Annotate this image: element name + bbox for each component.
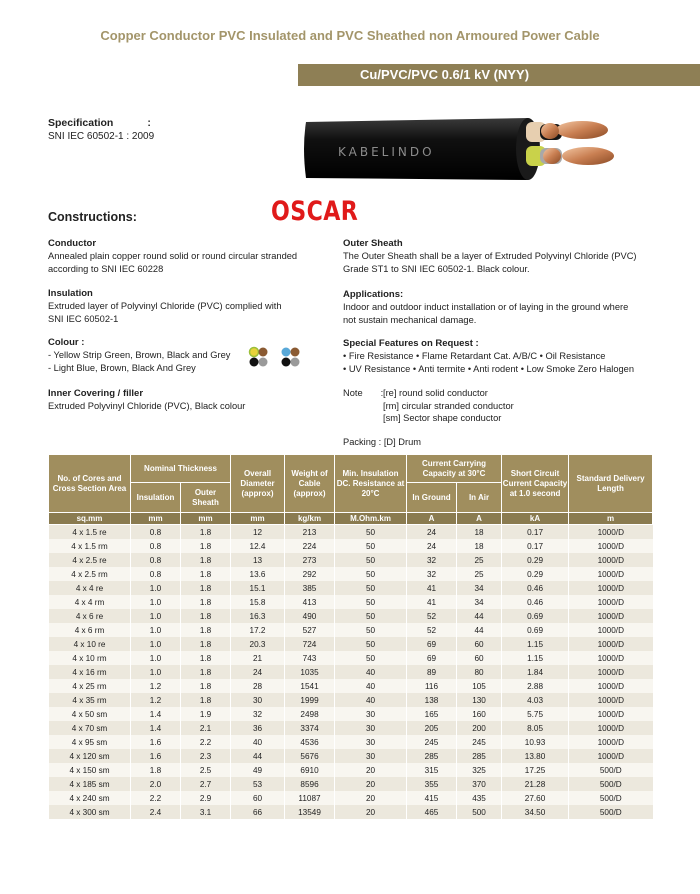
- table-cell: 5.75: [502, 707, 569, 721]
- table-cell: 355: [407, 777, 457, 791]
- table-row: [49, 749, 653, 763]
- header-insulation: Insulation: [131, 483, 181, 513]
- table-cell: 2.88: [502, 679, 569, 693]
- table-cell: 1.8: [181, 651, 231, 665]
- table-row: [49, 679, 653, 693]
- table-cell: 50: [335, 651, 407, 665]
- table-cell: 285: [407, 749, 457, 763]
- table-cell: 0.8: [131, 539, 181, 553]
- unit-cell: A: [457, 513, 502, 525]
- table-cell: 292: [285, 567, 335, 581]
- table-cell: 13549: [285, 805, 335, 819]
- table-cell: 0.8: [131, 567, 181, 581]
- table-cell: 4 x 35 rm: [49, 693, 131, 707]
- table-cell: 12: [231, 525, 285, 540]
- table-cell: 5676: [285, 749, 335, 763]
- table-cell: 32: [407, 567, 457, 581]
- table-cell: 160: [457, 707, 502, 721]
- specification-label: Specification :: [48, 117, 151, 129]
- constructions-heading: Constructions:: [48, 210, 137, 224]
- table-cell: 1.8: [181, 609, 231, 623]
- table-cell: 27.60: [502, 791, 569, 805]
- table-cell: 36: [231, 721, 285, 735]
- conductor-text: Annealed plain copper round solid or round circular stranded according to SNI IEC 60228: [48, 251, 298, 274]
- table-row: [49, 623, 653, 637]
- table-cell: 0.46: [502, 581, 569, 595]
- table-cell: 2.4: [131, 805, 181, 819]
- table-cell: 21: [231, 651, 285, 665]
- header-current-capacity: Current Carrying Capacity at 30°C: [407, 455, 502, 483]
- header-in-ground: In Ground: [407, 483, 457, 513]
- table-cell: 130: [457, 693, 502, 707]
- header-insulation-resistance: Min. Insulation DC. Resistance at 20°C: [335, 455, 407, 513]
- table-cell: 1.6: [131, 749, 181, 763]
- cable-image: [298, 108, 628, 190]
- table-cell: 4 x 50 sm: [49, 707, 131, 721]
- table-cell: 500: [457, 805, 502, 819]
- table-cell: 1.0: [131, 623, 181, 637]
- table-cell: 1.2: [131, 679, 181, 693]
- table-row: [49, 721, 653, 735]
- table-row: [49, 553, 653, 567]
- table-cell: 138: [407, 693, 457, 707]
- table-cell: 34: [457, 581, 502, 595]
- brand-logo: OSCAR: [271, 196, 359, 227]
- table-cell: 40: [231, 735, 285, 749]
- header-weight: Weight of Cable (approx): [285, 455, 335, 513]
- table-cell: 66: [231, 805, 285, 819]
- table-cell: 80: [457, 665, 502, 679]
- table-row: [49, 609, 653, 623]
- table-cell: 2.3: [181, 749, 231, 763]
- table-cell: 0.17: [502, 539, 569, 553]
- table-cell: 50: [335, 623, 407, 637]
- table-cell: 1.8: [181, 595, 231, 609]
- table-cell: 285: [457, 749, 502, 763]
- table-cell: 28: [231, 679, 285, 693]
- table-cell: 1.8: [181, 665, 231, 679]
- table-cell: 4 x 4 rm: [49, 595, 131, 609]
- table-cell: 44: [457, 609, 502, 623]
- table-cell: 6910: [285, 763, 335, 777]
- table-row: [49, 651, 653, 665]
- table-cell: 4 x 1.5 rm: [49, 539, 131, 553]
- table-cell: 1000/D: [569, 525, 653, 540]
- cable-imprint-text: KABELINDO: [338, 145, 435, 159]
- table-cell: 50: [335, 595, 407, 609]
- table-cell: 1.8: [181, 637, 231, 651]
- table-row: [49, 763, 653, 777]
- table-cell: 2.9: [181, 791, 231, 805]
- table-cell: 40: [335, 693, 407, 707]
- table-cell: 4 x 2.5 re: [49, 553, 131, 567]
- table-cell: 1.6: [131, 735, 181, 749]
- table-cell: 500/D: [569, 791, 653, 805]
- table-cell: 1.8: [181, 693, 231, 707]
- table-cell: 50: [335, 539, 407, 553]
- unit-cell: mm: [131, 513, 181, 525]
- table-cell: 116: [407, 679, 457, 693]
- table-cell: 4.03: [502, 693, 569, 707]
- table-cell: 50: [335, 553, 407, 567]
- table-cell: 10.93: [502, 735, 569, 749]
- table-row: [49, 539, 653, 553]
- table-cell: 2.5: [181, 763, 231, 777]
- table-cell: 53: [231, 777, 285, 791]
- table-cell: 1.9: [181, 707, 231, 721]
- table-cell: 415: [407, 791, 457, 805]
- table-cell: 743: [285, 651, 335, 665]
- table-cell: 1.15: [502, 637, 569, 651]
- table-cell: 0.8: [131, 525, 181, 540]
- cable-spec-table: [48, 454, 653, 819]
- table-cell: 0.17: [502, 525, 569, 540]
- insulation-heading: Insulation: [48, 288, 93, 299]
- table-cell: 0.29: [502, 567, 569, 581]
- table-row: [49, 567, 653, 581]
- outer-sheath-text: The Outer Sheath shall be a layer of Extruded Polyvinyl Chloride (PVC) Grade ST1 to SNI IEC 60502-1. Black colour.: [343, 251, 637, 274]
- table-row: [49, 637, 653, 651]
- table-row: [49, 805, 653, 819]
- table-cell: 1000/D: [569, 637, 653, 651]
- unit-cell: mm: [181, 513, 231, 525]
- table-cell: 12.4: [231, 539, 285, 553]
- table-cell: 40: [335, 679, 407, 693]
- table-cell: 527: [285, 623, 335, 637]
- table-cell: 89: [407, 665, 457, 679]
- table-cell: 44: [457, 623, 502, 637]
- packing-text: Packing : [D] Drum: [343, 437, 422, 447]
- table-cell: 213: [285, 525, 335, 540]
- table-cell: 435: [457, 791, 502, 805]
- header-short-circuit: Short Circuit Current Capacity at 1.0 second: [502, 455, 569, 513]
- colour-text: - Yellow Strip Green, Brown, Black and Grey - Light Blue, Brown, Black And Grey: [48, 350, 231, 373]
- table-cell: 1.8: [181, 623, 231, 637]
- table-cell: 1000/D: [569, 539, 653, 553]
- table-cell: 30: [335, 707, 407, 721]
- table-cell: 41: [407, 595, 457, 609]
- table-cell: 245: [457, 735, 502, 749]
- table-cell: 24: [407, 539, 457, 553]
- table-cell: 1.0: [131, 595, 181, 609]
- table-cell: 11087: [285, 791, 335, 805]
- table-cell: 370: [457, 777, 502, 791]
- table-cell: 4 x 150 sm: [49, 763, 131, 777]
- table-cell: 60: [231, 791, 285, 805]
- table-cell: 490: [285, 609, 335, 623]
- table-cell: 2.0: [131, 777, 181, 791]
- table-cell: 13.6: [231, 567, 285, 581]
- table-cell: 50: [335, 525, 407, 540]
- applications-text: Indoor and outdoor induct installation or of laying in the ground where not sustain mechanical damage.: [343, 302, 629, 325]
- table-cell: 1.8: [181, 679, 231, 693]
- table-cell: 30: [335, 721, 407, 735]
- table-cell: 413: [285, 595, 335, 609]
- table-cell: 4 x 6 rm: [49, 623, 131, 637]
- table-cell: 8.05: [502, 721, 569, 735]
- table-row: [49, 693, 653, 707]
- table-cell: 165: [407, 707, 457, 721]
- header-nominal-thickness: Nominal Thickness: [131, 455, 231, 483]
- table-row: [49, 707, 653, 721]
- insulation-text: Extruded layer of Polyvinyl Chloride (PVC) complied with SNI IEC 60502-1: [48, 301, 282, 324]
- table-cell: 41: [407, 581, 457, 595]
- table-cell: 60: [457, 637, 502, 651]
- table-cell: 60: [457, 651, 502, 665]
- table-cell: 1000/D: [569, 707, 653, 721]
- table-cell: 1035: [285, 665, 335, 679]
- table-cell: 1000/D: [569, 609, 653, 623]
- outer-sheath-heading: Outer Sheath: [343, 238, 403, 249]
- table-cell: 0.29: [502, 553, 569, 567]
- table-cell: 4 x 10 re: [49, 637, 131, 651]
- table-cell: 3374: [285, 721, 335, 735]
- table-cell: 1000/D: [569, 581, 653, 595]
- table-cell: 1000/D: [569, 735, 653, 749]
- table-cell: 1000/D: [569, 595, 653, 609]
- specification-value: SNI IEC 60502-1 : 2009: [48, 131, 155, 142]
- table-cell: 0.69: [502, 609, 569, 623]
- table-cell: 2.1: [181, 721, 231, 735]
- table-cell: 2.2: [181, 735, 231, 749]
- table-cell: 15.8: [231, 595, 285, 609]
- table-row: [49, 595, 653, 609]
- table-cell: 500/D: [569, 777, 653, 791]
- table-cell: 50: [335, 567, 407, 581]
- table-cell: 18: [457, 539, 502, 553]
- table-cell: 30: [231, 693, 285, 707]
- conductor-heading: Conductor: [48, 238, 97, 249]
- table-cell: 465: [407, 805, 457, 819]
- table-cell: 1.0: [131, 651, 181, 665]
- table-cell: 18: [457, 525, 502, 540]
- table-cell: 315: [407, 763, 457, 777]
- table-cell: 385: [285, 581, 335, 595]
- table-cell: 1000/D: [569, 553, 653, 567]
- table-cell: 4 x 2.5 rm: [49, 567, 131, 581]
- table-cell: 16.3: [231, 609, 285, 623]
- note-label: Note :: [343, 388, 384, 398]
- table-row: [49, 777, 653, 791]
- table-cell: 1.2: [131, 693, 181, 707]
- table-cell: 20.3: [231, 637, 285, 651]
- table-cell: 1.8: [181, 581, 231, 595]
- table-cell: 20: [335, 805, 407, 819]
- table-cell: 1999: [285, 693, 335, 707]
- unit-cell: mm: [231, 513, 285, 525]
- table-cell: 1.0: [131, 637, 181, 651]
- table-cell: 224: [285, 539, 335, 553]
- table-cell: 52: [407, 609, 457, 623]
- table-cell: 1000/D: [569, 623, 653, 637]
- table-cell: 200: [457, 721, 502, 735]
- table-cell: 17.25: [502, 763, 569, 777]
- table-cell: 4 x 16 rm: [49, 665, 131, 679]
- header-outer-sheath: Outer Sheath: [181, 483, 231, 513]
- table-cell: 1000/D: [569, 651, 653, 665]
- table-cell: 724: [285, 637, 335, 651]
- table-cell: 1000/D: [569, 749, 653, 763]
- table-cell: 13: [231, 553, 285, 567]
- table-cell: 1.4: [131, 721, 181, 735]
- table-cell: 15.1: [231, 581, 285, 595]
- table-cell: 1.0: [131, 609, 181, 623]
- table-cell: 34: [457, 595, 502, 609]
- table-cell: 2.2: [131, 791, 181, 805]
- table-cell: 4 x 185 sm: [49, 777, 131, 791]
- table-cell: 4 x 95 sm: [49, 735, 131, 749]
- table-cell: 30: [335, 735, 407, 749]
- inner-covering-heading: Inner Covering / filler: [48, 388, 144, 399]
- table-cell: 205: [407, 721, 457, 735]
- applications-heading: Applications:: [343, 289, 404, 300]
- table-cell: 2.7: [181, 777, 231, 791]
- header-in-air: In Air: [457, 483, 502, 513]
- table-cell: 20: [335, 791, 407, 805]
- table-cell: 1.8: [131, 763, 181, 777]
- table-cell: 20: [335, 777, 407, 791]
- table-cell: 1.8: [181, 525, 231, 540]
- table-cell: 4 x 1.5 re: [49, 525, 131, 540]
- table-cell: 1.0: [131, 665, 181, 679]
- table-cell: 1541: [285, 679, 335, 693]
- table-cell: 500/D: [569, 763, 653, 777]
- unit-cell: kg/km: [285, 513, 335, 525]
- units-row: [49, 513, 653, 525]
- header-overall-diameter: Overall Diameter (approx): [231, 455, 285, 513]
- table-cell: 4 x 120 sm: [49, 749, 131, 763]
- table-cell: 50: [335, 581, 407, 595]
- table-cell: 49: [231, 763, 285, 777]
- table-cell: 50: [335, 609, 407, 623]
- table-row: [49, 665, 653, 679]
- table-cell: 1000/D: [569, 567, 653, 581]
- unit-cell: m: [569, 513, 653, 525]
- table-row: [49, 525, 653, 540]
- table-cell: 13.80: [502, 749, 569, 763]
- table-cell: 32: [231, 707, 285, 721]
- table-cell: 0.46: [502, 595, 569, 609]
- table-cell: 8596: [285, 777, 335, 791]
- table-cell: 4 x 25 rm: [49, 679, 131, 693]
- table-cell: 24: [407, 525, 457, 540]
- table-cell: 3.1: [181, 805, 231, 819]
- table-cell: 25: [457, 553, 502, 567]
- table-cell: 4 x 70 sm: [49, 721, 131, 735]
- colour-heading: Colour :: [48, 337, 85, 348]
- table-cell: 1.84: [502, 665, 569, 679]
- table-cell: 0.69: [502, 623, 569, 637]
- table-cell: 1.8: [181, 567, 231, 581]
- table-cell: 1000/D: [569, 665, 653, 679]
- table-cell: 245: [407, 735, 457, 749]
- unit-cell: sq.mm: [49, 513, 131, 525]
- table-cell: 32: [407, 553, 457, 567]
- unit-cell: M.Ohm.km: [335, 513, 407, 525]
- table-row: [49, 735, 653, 749]
- table-cell: 105: [457, 679, 502, 693]
- table-cell: 500/D: [569, 805, 653, 819]
- header-cores: No. of Cores and Cross Section Area: [49, 455, 131, 513]
- page-title: Copper Conductor PVC Insulated and PVC Sheathed non Armoured Power Cable: [100, 28, 600, 43]
- table-cell: 44: [231, 749, 285, 763]
- table-row: [49, 581, 653, 595]
- table-cell: 2498: [285, 707, 335, 721]
- table-cell: 1000/D: [569, 679, 653, 693]
- table-cell: 69: [407, 637, 457, 651]
- table-cell: 24: [231, 665, 285, 679]
- table-cell: 325: [457, 763, 502, 777]
- unit-cell: A: [407, 513, 457, 525]
- table-cell: 20: [335, 763, 407, 777]
- note-text: [re] round solid conductor [rm] circular stranded conductor [sm] Sector shape conductor: [383, 388, 514, 423]
- inner-covering-text: Extruded Polyvinyl Chloride (PVC), Black colour: [48, 401, 246, 411]
- special-features-text: • Fire Resistance • Flame Retardant Cat. A/B/C • Oil Resistance • UV Resistance • Anti termite • Anti rodent • Low Smoke Zero Halogen: [343, 351, 635, 374]
- special-features-heading: Special Features on Request :: [343, 338, 479, 349]
- table-cell: 21.28: [502, 777, 569, 791]
- table-cell: 25: [457, 567, 502, 581]
- table-cell: 1.0: [131, 581, 181, 595]
- table-cell: 1000/D: [569, 721, 653, 735]
- table-cell: 0.8: [131, 553, 181, 567]
- table-cell: 1.4: [131, 707, 181, 721]
- table-cell: 34.50: [502, 805, 569, 819]
- table-cell: 4 x 240 sm: [49, 791, 131, 805]
- table-cell: 17.2: [231, 623, 285, 637]
- table-cell: 1.8: [181, 539, 231, 553]
- table-cell: 69: [407, 651, 457, 665]
- table-cell: 50: [335, 637, 407, 651]
- table-row: [49, 791, 653, 805]
- cable-type-bar: Cu/PVC/PVC 0.6/1 kV (NYY): [298, 64, 700, 86]
- table-cell: 52: [407, 623, 457, 637]
- table-cell: 1000/D: [569, 693, 653, 707]
- table-cell: 4 x 6 re: [49, 609, 131, 623]
- table-cell: 30: [335, 749, 407, 763]
- unit-cell: kA: [502, 513, 569, 525]
- table-cell: 4536: [285, 735, 335, 749]
- table-cell: 273: [285, 553, 335, 567]
- table-cell: 1.8: [181, 553, 231, 567]
- table-cell: 4 x 10 rm: [49, 651, 131, 665]
- header-delivery-length: Standard Delivery Length: [569, 455, 653, 513]
- table-cell: 1.15: [502, 651, 569, 665]
- table-cell: 40: [335, 665, 407, 679]
- core-colour-swatches: [247, 344, 307, 374]
- table-cell: 4 x 4 re: [49, 581, 131, 595]
- table-cell: 4 x 300 sm: [49, 805, 131, 819]
